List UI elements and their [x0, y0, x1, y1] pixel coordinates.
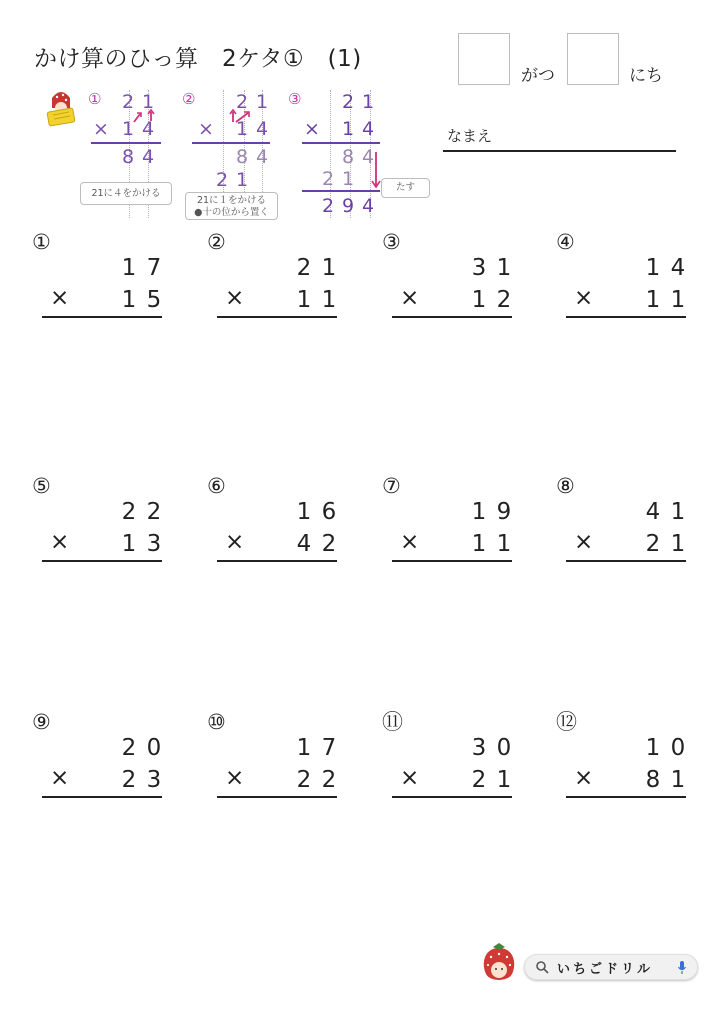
example-digit: 9 [341, 195, 355, 217]
multiplicand-digit: 7 [321, 735, 337, 761]
example-digit: 8 [235, 146, 249, 168]
answer-rule [566, 796, 686, 798]
times-symbol: × [50, 529, 70, 555]
multiplicand-digit: 2 [121, 499, 137, 525]
problem-number: ⑪ [382, 710, 403, 734]
example-note-3: たす [381, 178, 430, 198]
day-answer-box[interactable] [567, 33, 619, 85]
worksheet-title: かけ算のひっ算 2ケタ① (1) [34, 46, 362, 72]
times-symbol: × [198, 118, 214, 140]
month-unit-label: がつ [521, 66, 555, 86]
multiplier-digit: 1 [471, 287, 487, 313]
example-digit: 8 [121, 146, 135, 168]
multiplier-digit: 1 [670, 287, 686, 313]
search-bar[interactable] [524, 954, 698, 980]
example-digit: 4 [141, 118, 155, 140]
multiplicand-digit: 1 [645, 735, 661, 761]
name-write-line[interactable] [443, 150, 676, 152]
month-answer-box[interactable] [458, 33, 510, 85]
times-symbol: × [225, 765, 245, 791]
multiplier-digit: 2 [496, 287, 512, 313]
multiplier-digit: 1 [296, 287, 312, 313]
problem-8 [556, 474, 706, 574]
example-note-2 [185, 192, 278, 220]
problem-10 [207, 710, 357, 810]
multiplicand-digit: 0 [496, 735, 512, 761]
search-icon [535, 960, 549, 974]
multiply-arrows-icon [132, 108, 158, 124]
problem-number: ⑩ [207, 710, 226, 734]
multiplicand-digit: 1 [296, 735, 312, 761]
multiplicand-digit: 9 [496, 499, 512, 525]
problem-number: ⑥ [207, 474, 226, 498]
problem-7 [382, 474, 532, 574]
example-digit: 1 [341, 118, 355, 140]
example-note-2-line-2: ●十の位から置く [194, 207, 269, 218]
multiplicand-digit: 4 [670, 255, 686, 281]
answer-rule [217, 316, 337, 318]
multiplicand-digit: 2 [146, 499, 162, 525]
times-symbol: × [574, 529, 594, 555]
multiplier-digit: 1 [496, 767, 512, 793]
multiplier-digit: 2 [296, 767, 312, 793]
example-digit: 4 [361, 118, 375, 140]
answer-rule [217, 796, 337, 798]
problem-12 [556, 710, 706, 810]
example-note-2-line-1: 21に１をかける [196, 195, 267, 206]
multiplier-digit: 8 [645, 767, 661, 793]
multiplicand-digit: 2 [296, 255, 312, 281]
strawberry-mascot-icon [44, 88, 78, 128]
problem-number: ① [32, 230, 51, 254]
problem-number: ③ [382, 230, 401, 254]
answer-rule [42, 560, 162, 562]
times-symbol: × [304, 118, 320, 140]
problem-number: ⑫ [556, 710, 577, 734]
multiplier-digit: 1 [471, 531, 487, 557]
example-digit: 1 [235, 118, 249, 140]
example-digit: 1 [235, 169, 249, 191]
multiplier-digit: 4 [296, 531, 312, 557]
multiplier-digit: 1 [121, 287, 137, 313]
answer-rule [42, 796, 162, 798]
problem-5 [32, 474, 182, 574]
multiplicand-digit: 1 [645, 255, 661, 281]
multiplicand-digit: 0 [670, 735, 686, 761]
times-symbol: × [93, 118, 109, 140]
answer-rule [217, 560, 337, 562]
multiplier-digit: 1 [496, 531, 512, 557]
answer-rule [42, 316, 162, 318]
multiplier-digit: 5 [146, 287, 162, 313]
problem-number: ④ [556, 230, 575, 254]
multiplier-digit: 1 [121, 531, 137, 557]
problem-4 [556, 230, 706, 330]
answer-rule [392, 560, 512, 562]
example-digit: 2 [215, 169, 229, 191]
example-digit: 1 [141, 91, 155, 113]
multiplicand-digit: 1 [496, 255, 512, 281]
example-digit: 2 [321, 168, 335, 190]
multiplicand-digit: 1 [670, 499, 686, 525]
microphone-icon[interactable] [677, 960, 687, 975]
times-symbol: × [50, 285, 70, 311]
example-digit: 2 [121, 91, 135, 113]
example-step-number: ③ [288, 90, 302, 108]
answer-rule [392, 316, 512, 318]
multiplicand-digit: 1 [296, 499, 312, 525]
problem-number: ⑤ [32, 474, 51, 498]
times-symbol: × [225, 285, 245, 311]
strawberry-logo-icon [480, 942, 518, 986]
example-digit: 1 [255, 91, 269, 113]
times-symbol: × [574, 285, 594, 311]
example-digit: 1 [361, 91, 375, 113]
example-digit: 4 [255, 146, 269, 168]
problem-number: ⑨ [32, 710, 51, 734]
times-symbol: × [225, 529, 245, 555]
example-digit: 2 [235, 91, 249, 113]
example-digit: 1 [341, 168, 355, 190]
answer-rule [392, 796, 512, 798]
problem-number: ⑦ [382, 474, 401, 498]
times-symbol: × [50, 765, 70, 791]
multiplier-digit: 1 [670, 767, 686, 793]
answer-rule [566, 316, 686, 318]
example-digit: 4 [141, 146, 155, 168]
search-bar-text: いちごドリル [557, 962, 654, 977]
example-rule [302, 142, 380, 144]
example-note-1: 21に４をかける [80, 182, 172, 205]
multiplier-digit: 2 [645, 531, 661, 557]
answer-rule [566, 560, 686, 562]
multiplicand-digit: 3 [471, 735, 487, 761]
multiplier-digit: 2 [321, 531, 337, 557]
problem-number: ⑧ [556, 474, 575, 498]
times-symbol: × [400, 765, 420, 791]
example-rule [91, 142, 161, 144]
multiplicand-digit: 1 [321, 255, 337, 281]
multiplicand-digit: 2 [121, 735, 137, 761]
example-digit: 2 [341, 91, 355, 113]
example-digit: 4 [361, 146, 375, 168]
multiply-arrows-icon [228, 108, 256, 124]
multiplier-digit: 3 [146, 767, 162, 793]
multiplier-digit: 1 [321, 287, 337, 313]
problem-1 [32, 230, 182, 330]
multiplicand-digit: 4 [645, 499, 661, 525]
times-symbol: × [400, 285, 420, 311]
multiplicand-digit: 1 [471, 499, 487, 525]
day-unit-label: にち [629, 66, 663, 86]
example-digit: 4 [361, 195, 375, 217]
example-rule [302, 190, 380, 192]
multiplier-digit: 2 [121, 767, 137, 793]
example-digit: 2 [321, 195, 335, 217]
multiplier-digit: 1 [645, 287, 661, 313]
example-digit: 8 [341, 146, 355, 168]
problem-number: ② [207, 230, 226, 254]
multiplier-digit: 1 [670, 531, 686, 557]
example-step-number: ② [182, 90, 196, 108]
problem-6 [207, 474, 357, 574]
problem-3 [382, 230, 532, 330]
multiplier-digit: 2 [321, 767, 337, 793]
problem-2 [207, 230, 357, 330]
multiplicand-digit: 0 [146, 735, 162, 761]
example-digit: 4 [255, 118, 269, 140]
multiplicand-digit: 7 [146, 255, 162, 281]
name-label: なまえ [447, 127, 493, 145]
problem-11 [382, 710, 532, 810]
multiplicand-digit: 1 [121, 255, 137, 281]
multiplicand-digit: 3 [471, 255, 487, 281]
times-symbol: × [400, 529, 420, 555]
times-symbol: × [574, 765, 594, 791]
multiplier-digit: 3 [146, 531, 162, 557]
example-rule [192, 142, 270, 144]
example-step-number: ① [88, 90, 102, 108]
example-digit: 1 [121, 118, 135, 140]
problem-9 [32, 710, 182, 810]
multiplier-digit: 2 [471, 767, 487, 793]
multiplicand-digit: 6 [321, 499, 337, 525]
